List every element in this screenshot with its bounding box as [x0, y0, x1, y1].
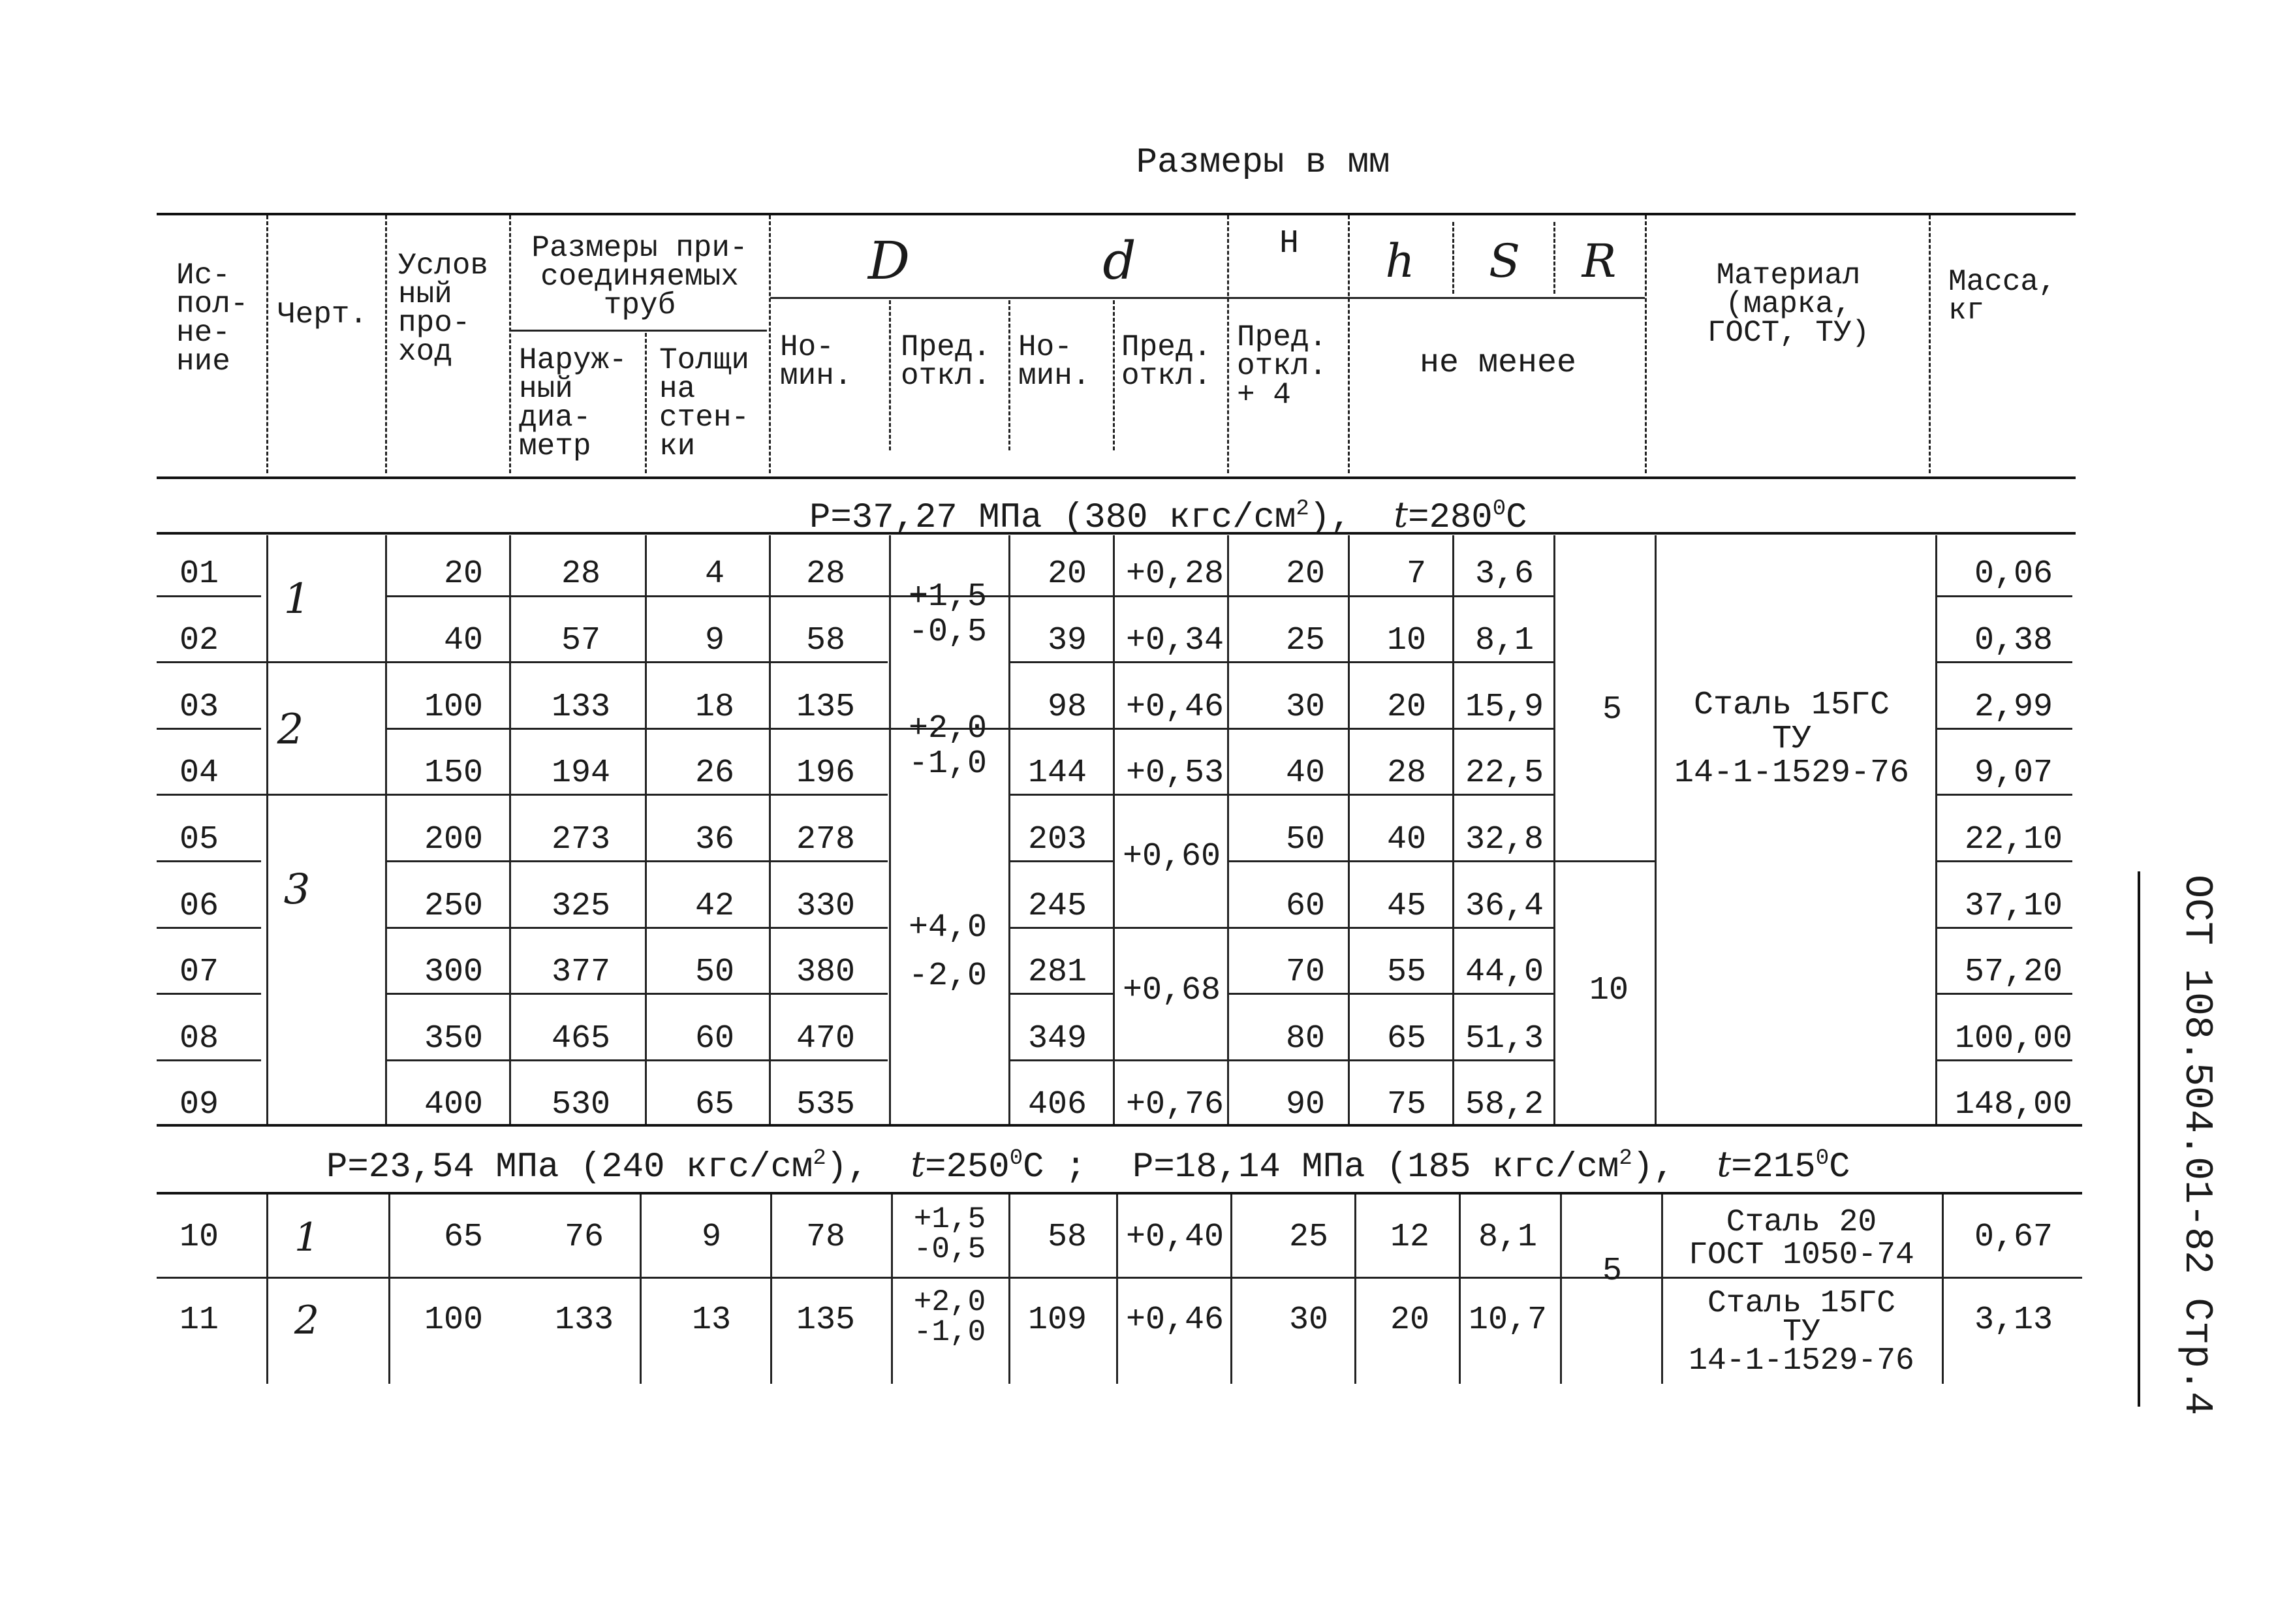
cell-naruzh-diametr: 377: [551, 954, 611, 991]
cell-h: 55: [1386, 954, 1426, 991]
cell-naruzh-diametr: 57: [561, 622, 601, 659]
table-top-border: [157, 213, 2076, 215]
cell-S: 51,3: [1465, 1020, 1544, 1057]
header-D-pred-otkl: Пред. откл.: [901, 330, 991, 393]
cell-h: 7: [1406, 555, 1426, 593]
chert-1: 1: [283, 575, 311, 623]
cell-naruzh-diametr: 325: [551, 888, 611, 925]
D-otkl-b: +2,0 -1,0: [908, 710, 988, 783]
cell-tolshina: 4: [704, 555, 725, 593]
cell-H: 25: [1288, 1219, 1328, 1256]
header-letter-H: Н: [1279, 225, 1300, 262]
R-value-5: 5: [1602, 691, 1623, 728]
cell-ispolnenie: 04: [179, 755, 219, 792]
cell-h: 10: [1386, 622, 1426, 659]
cell-material: Сталь 20 ГОСТ 1050-74: [1689, 1205, 1914, 1273]
header-uslovny-prohod: Услов ный про- ход: [398, 249, 489, 369]
header-D-nomin: Но- мин.: [780, 330, 852, 393]
cell-ispolnenie: 07: [179, 954, 219, 991]
cell-uslovny-prohod: 350: [424, 1020, 483, 1057]
cell-chert: 2: [294, 1298, 320, 1343]
cell-S: 8,1: [1478, 1219, 1538, 1256]
header-letter-d: d: [1102, 230, 1136, 291]
condition-group-2b: Р=18,14 МПа (185 кгс/$см^2$), $t=215^0С$: [1132, 1144, 1850, 1187]
cell-h: 45: [1386, 888, 1426, 925]
header-ne-menee: не менее: [1419, 345, 1577, 382]
cell-tolshina: 9: [704, 622, 725, 659]
cell-d-otkl: +0,76: [1125, 1086, 1224, 1123]
header-bottom-border: [157, 476, 2076, 479]
cell-h: 12: [1390, 1219, 1429, 1256]
condition-group-1: Р=37,27 МПа (380 кгс/$см^2$), $t=280^0С$: [809, 494, 1527, 538]
cell-material: Сталь 15ГС ТУ 14-1-1529-76: [1689, 1286, 1914, 1379]
cell-massa: 0,06: [1974, 555, 2053, 593]
condition-group-2a: Р=23,54 МПа (240 кгс/$см^2$), $t=250^0С$ ;: [326, 1144, 1087, 1187]
cell-S: 32,8: [1465, 821, 1544, 858]
cell-d-otkl: +0,28: [1125, 555, 1224, 593]
cell-massa: 22,10: [1964, 821, 2063, 858]
cell-massa: 0,38: [1974, 622, 2053, 659]
header-subline: [770, 297, 1645, 299]
cell-uslovny-prohod: 400: [424, 1086, 483, 1123]
cell-ispolnenie: 11: [179, 1302, 219, 1339]
header-chert: Черт.: [277, 298, 368, 332]
cell-massa: 37,10: [1964, 888, 2063, 925]
cell-naruzh-diametr: 194: [551, 755, 611, 792]
cell-h: 20: [1386, 689, 1426, 726]
cell-H: 80: [1285, 1020, 1325, 1057]
cell-d-nomin: 58: [1047, 1219, 1087, 1256]
cell-D-nomin: 28: [805, 555, 846, 593]
cell-D-nomin: 535: [796, 1086, 856, 1123]
cell-d-otkl: +0,53: [1125, 755, 1224, 792]
material-group-1: Сталь 15ГС ТУ 14-1-1529-76: [1674, 687, 1910, 792]
header-letter-h: h: [1385, 234, 1415, 288]
cell-tolshina: 13: [691, 1302, 732, 1339]
cell-d-nomin: 98: [1047, 689, 1087, 726]
cell-massa: 57,20: [1964, 954, 2063, 991]
cell-ispolnenie: 06: [179, 888, 219, 925]
cell-D-nomin: 78: [805, 1219, 846, 1256]
cell-uslovny-prohod: 20: [443, 555, 483, 593]
cell-naruzh-diametr: 133: [551, 689, 611, 726]
cell-massa: 0,67: [1974, 1219, 2053, 1256]
cell-d-nomin: 109: [1027, 1302, 1087, 1339]
cell-D-nomin: 278: [796, 821, 856, 858]
header-d-nomin: Но- мин.: [1018, 330, 1091, 393]
cell-uslovny-prohod: 100: [424, 1302, 483, 1339]
cell-h: 20: [1390, 1302, 1429, 1339]
document-code-label: ОСТ 108.504.01-82 Стр.4: [2174, 875, 2219, 1416]
cell-D-nomin: 135: [796, 1302, 856, 1339]
cell-D-otkl: +1,5 -0,5: [913, 1202, 986, 1266]
cell-massa: 9,07: [1974, 755, 2053, 792]
D-otkl-a: +1,5 -0,5: [908, 578, 988, 651]
header-letter-S: S: [1489, 234, 1520, 288]
cell-massa: 3,13: [1974, 1302, 2053, 1339]
cell-tolshina: 9: [701, 1219, 722, 1256]
cell-H: 70: [1285, 954, 1325, 991]
cell-naruzh-diametr: 530: [551, 1086, 611, 1123]
cell-S: 15,9: [1465, 689, 1544, 726]
chert-2: 2: [277, 706, 304, 754]
cell-ispolnenie: 10: [179, 1219, 219, 1256]
cell-massa: 148,00: [1954, 1086, 2073, 1123]
cell-D-nomin: 58: [805, 622, 846, 659]
cell-d-otkl: +0,46: [1125, 689, 1224, 726]
cell-tolshina: 50: [694, 954, 735, 991]
cell-uslovny-prohod: 200: [424, 821, 483, 858]
R-value-10: 10: [1589, 972, 1629, 1009]
header-letter-D: D: [867, 230, 911, 291]
cell-h: 75: [1386, 1086, 1426, 1123]
cell-H: 50: [1285, 821, 1325, 858]
cell-ispolnenie: 08: [179, 1020, 219, 1057]
side-border: [2138, 871, 2140, 1407]
header-material: Материал (марка, ГОСТ, ТУ): [1707, 258, 1870, 350]
cell-d-nomin: 349: [1027, 1020, 1087, 1057]
cell-ispolnenie: 03: [179, 689, 219, 726]
cell-D-nomin: 196: [796, 755, 856, 792]
cell-tolshina: 26: [694, 755, 735, 792]
cell-d-nomin: 20: [1047, 555, 1087, 593]
cell-d-otkl: +0,34: [1125, 622, 1224, 659]
cell-d-nomin: 245: [1027, 888, 1087, 925]
d-otkl-060: +0,60: [1122, 838, 1221, 875]
cell-chert: 1: [294, 1215, 320, 1260]
cell-naruzh-diametr: 273: [551, 821, 611, 858]
cell-S: 44,0: [1465, 954, 1544, 991]
units-caption: Размеры в мм: [1136, 143, 1390, 183]
cell-D-nomin: 380: [796, 954, 856, 991]
cell-massa: 2,99: [1974, 689, 2053, 726]
cell-naruzh-diametr: 28: [561, 555, 601, 593]
cell-h: 28: [1386, 755, 1426, 792]
cell-tolshina: 60: [694, 1020, 735, 1057]
cell-H: 30: [1288, 1302, 1328, 1339]
cell-H: 30: [1285, 689, 1325, 726]
cell-tolshina: 18: [694, 689, 735, 726]
cell-uslovny-prohod: 100: [424, 689, 483, 726]
header-letter-R: R: [1582, 234, 1617, 288]
cell-S: 22,5: [1465, 755, 1544, 792]
header-d-pred-otkl: Пред. откл.: [1121, 330, 1212, 393]
cell-uslovny-prohod: 250: [424, 888, 483, 925]
cell-d-otkl: +0,40: [1125, 1219, 1224, 1256]
header-massa: Масса, кг: [1948, 265, 2057, 328]
chert-3: 3: [283, 866, 311, 914]
cell-d-nomin: 281: [1027, 954, 1087, 991]
cell-tolshina: 36: [694, 821, 735, 858]
cell-D-nomin: 135: [796, 689, 856, 726]
cell-H: 90: [1285, 1086, 1325, 1123]
header-ispolnenie: Ис- пол- не- ние: [176, 258, 249, 379]
cell-massa: 100,00: [1954, 1020, 2073, 1057]
cell-D-nomin: 330: [796, 888, 856, 925]
header-H-pred-otkl: Пред. откл. + 4: [1237, 320, 1328, 412]
cell-ispolnenie: 05: [179, 821, 219, 858]
cell-d-otkl: +0,46: [1125, 1302, 1224, 1339]
cell-naruzh-diametr: 133: [554, 1302, 614, 1339]
cell-tolshina: 65: [694, 1086, 735, 1123]
cell-h: 65: [1386, 1020, 1426, 1057]
cell-S: 10,7: [1468, 1302, 1548, 1339]
cell-d-nomin: 144: [1027, 755, 1087, 792]
cell-uslovny-prohod: 65: [443, 1219, 483, 1256]
cell-D-otkl: +2,0 -1,0: [913, 1285, 986, 1349]
cell-S: 58,2: [1465, 1086, 1544, 1123]
header-naruzh-diametr: Наруж- ный диа- метр: [519, 343, 627, 463]
header-subline-pipes: [509, 330, 767, 332]
cell-ispolnenie: 01: [179, 555, 219, 593]
R-value-group-2: 5: [1602, 1253, 1623, 1290]
cell-naruzh-diametr: 76: [564, 1219, 604, 1256]
cell-d-nomin: 406: [1027, 1086, 1087, 1123]
d-otkl-068: +0,68: [1122, 972, 1221, 1009]
cell-H: 40: [1285, 755, 1325, 792]
cell-D-nomin: 470: [796, 1020, 856, 1057]
header-tolshina-stenki: Толщи на стен- ки: [659, 343, 750, 463]
cell-H: 25: [1285, 622, 1325, 659]
cell-S: 36,4: [1465, 888, 1544, 925]
cell-uslovny-prohod: 150: [424, 755, 483, 792]
D-otkl-c: +4,0 -2,0: [908, 909, 988, 995]
cell-naruzh-diametr: 465: [551, 1020, 611, 1057]
header-razmery-trub: Размеры при- соединяемых труб: [531, 231, 748, 322]
cell-h: 40: [1386, 821, 1426, 858]
cell-d-nomin: 203: [1027, 821, 1087, 858]
cell-uslovny-prohod: 40: [443, 622, 483, 659]
cell-S: 3,6: [1474, 555, 1535, 593]
cell-H: 60: [1285, 888, 1325, 925]
cell-tolshina: 42: [694, 888, 735, 925]
cell-S: 8,1: [1474, 622, 1535, 659]
cell-ispolnenie: 09: [179, 1086, 219, 1123]
cell-ispolnenie: 02: [179, 622, 219, 659]
cell-H: 20: [1285, 555, 1325, 593]
cell-d-nomin: 39: [1047, 622, 1087, 659]
cell-uslovny-prohod: 300: [424, 954, 483, 991]
